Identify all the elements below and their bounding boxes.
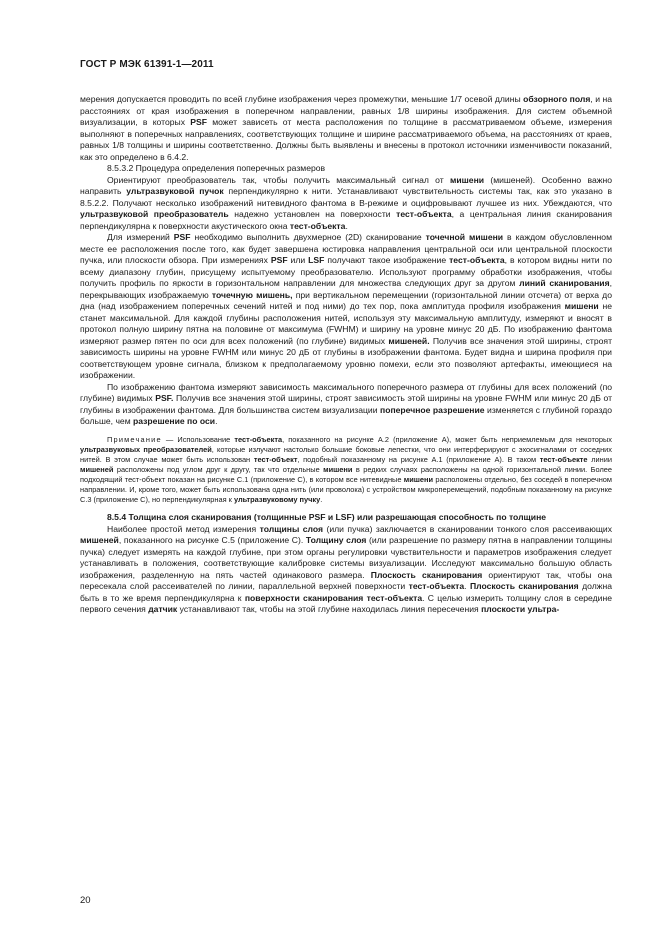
term-bold: точечную мишень, xyxy=(211,289,293,300)
text-run: Ориентируют преобразователь так, чтобы получить максимальный сигнал от xyxy=(107,174,450,185)
term-bold: мишеней xyxy=(80,535,119,546)
text-run: , в котором видны нити по всему диапазону глубин, присущему испытуемому преобразователю. Используют программу обработки изображения, чтобы получить профиль по яркости в горизонтальном направлении для множества следующих друг за другом xyxy=(80,255,612,288)
term-bold: мишени xyxy=(564,301,599,311)
term-bold: поперечное разрешение xyxy=(380,404,485,415)
text-run: в каждом обусловленном месте ее расположения после того, как будет завершена юстировка направления центральной оси или центральной плоскости пучка, или плоскости обзора. При измерениях xyxy=(80,232,612,265)
text-run: . xyxy=(320,495,323,505)
term-bold: Плоскость сканирования xyxy=(370,569,483,580)
text-run: получают такое изображение xyxy=(324,255,450,265)
term-bold: поверхности сканирования тест-объекта xyxy=(244,592,423,603)
text-run: . xyxy=(464,581,470,592)
text-run: По изображению фантома измеряют зависимость максимального поперечного размера от глубины для всех положений (по глубине) видимых xyxy=(80,381,612,403)
text-run: может зависеть от места расположения по толщине в рассматриваемом объеме, измерения выполняют в поперечных направлениях, соответствующих толщине и ширине рассматриваемого объема, на расстояниях от краев, равных 1/8 толщины и ширины соответственно. Должны быть выявлены и внесены в протокол источники изменчивости показаний, как это определено в 6.4.2. xyxy=(80,117,612,162)
paragraph xyxy=(80,94,612,163)
note-label: Примечание xyxy=(107,434,162,444)
term-bold: тест-объекта xyxy=(396,209,452,219)
text-run: (или разрешение по размеру пятна в направлении толщины пучка) следует измерять на каждой глубине, при этом органы регулировки чувствительности и параметров изображения следует устанавливать в положения, соответствующие калибровке системы визуализации. Исследуют максимально большую область изображения, разделенную на пять частей одинакового размера. xyxy=(80,535,612,580)
text-run: устанавливают так, чтобы на этой глубине находилась линия пересечения xyxy=(177,604,482,615)
paragraph xyxy=(80,232,612,382)
term-bold: тест-объект xyxy=(253,454,298,464)
term-bold: мишени xyxy=(449,174,485,185)
text-run: (или пучка) заключается в сканировании тонкого слоя рассеивающих xyxy=(323,523,612,534)
text-run: . xyxy=(345,220,348,231)
text-run: . xyxy=(215,416,218,426)
text-run: или xyxy=(287,255,309,265)
paragraph xyxy=(80,382,612,428)
term-bold: мишеней xyxy=(80,464,114,474)
text-run: , показанного на рисунке А.2 (приложение А), может быть неприемлемым для некоторых xyxy=(282,434,612,444)
term-bold: толщины слоя xyxy=(259,523,324,534)
term-bold: Толщину слоя xyxy=(305,535,367,546)
note-paragraph xyxy=(80,435,612,506)
text-run: , перекрывающих изображаемую xyxy=(80,278,612,300)
term-bold: обзорного поля xyxy=(523,94,591,104)
page-number: 20 xyxy=(80,895,91,906)
text-run: надежно установлен на поверхности xyxy=(228,209,397,219)
text-run: 8.5.3.2 Процедура определения поперечных размеров xyxy=(107,163,326,173)
text-run: линии xyxy=(587,454,612,464)
text-run: должна быть в то же время перпендикулярна к xyxy=(80,581,612,603)
text-run: мерения допускается проводить по всей глубине изображения через промежутки, меньшие 1/7 осевой длины xyxy=(80,94,524,104)
term-bold: PSF xyxy=(173,232,191,242)
text-run: Для измерений xyxy=(107,232,174,242)
text-run: , и на расстояниях от края изображения в поперечном направлении, равных 1/8 ширины изображения. Для систем объемной визуализации, в которых xyxy=(80,94,612,127)
paragraph xyxy=(80,163,612,175)
text-run: ориентируют так, чтобы она пересекала слой рассеивателей по линии, параллельной верхней поверхности xyxy=(80,569,612,592)
text-run: . С целью измерить толщину слоя в середине первого сечения xyxy=(80,592,612,615)
term-bold: ультразвуковой преобразователь xyxy=(80,209,229,219)
document-header: ГОСТ Р МЭК 61391-1—2011 xyxy=(80,59,214,70)
term-bold: плоскости ультра- xyxy=(481,604,560,615)
paragraph xyxy=(80,524,612,616)
text-run: не станет максимальной. Для каждой глубины расположения нитей, используя эту максимальную амплитуду, измеряют и вносят в протокол полную ширину пятна на половине от максимума (FWHM) и ширину на уровне минус 20 дБ. По изображению фантома измеряют размер пятен по оси для всех положений (по глубине) видимых xyxy=(80,301,612,346)
text-run: — Использование xyxy=(161,434,235,444)
term-bold: PSF. xyxy=(155,393,174,403)
text-run: (мишеней). Особенно важно направить xyxy=(80,174,612,196)
term-bold: разрешение по оси xyxy=(133,416,216,426)
text-run: необходимо выполнить двухмерное (2D) сканирование xyxy=(190,232,426,242)
text-run: изменяется с глубиной гораздо больше, чем xyxy=(80,404,613,426)
term-bold: 8.5.4 Толщина слоя сканирования (толщинные PSF и LSF) или разрешающая способность по толщине xyxy=(107,512,547,523)
text-run: при вертикальном перемещении (горизонтальной линии отсчета) от верха до дна (над изображением поперечных сечений нитей и под ними) до тех пор, пока амплитуда профиля изображения xyxy=(80,289,612,311)
text-run: Получив все значения этой ширины, строят зависимость этой ширины на уровне FWHM или минус 20 дБ от глубины в изображении фантома. Для большинства систем визуализации xyxy=(80,393,612,415)
term-bold: мишени xyxy=(323,464,353,474)
text-run: Получив все значения этой ширины, строят зависимость ширины на уровне FWHM или минус 20 дБ от глубины в изображении фантома. Будет видна и ширина профиля при соответствующем уровне сигнала, близком к предполагаемому уровню помехи, если это позволяют артефакты, имеющиеся на изображении. xyxy=(80,335,613,380)
term-bold: тест-объекта xyxy=(449,255,505,265)
text-run: , а центральная линия сканирования перпендикулярна к поверхности акустического окна xyxy=(80,209,613,231)
term-bold: ультразвуковому пучку xyxy=(233,495,321,505)
term-bold: тест-объекта xyxy=(408,581,465,592)
term-bold: мишени xyxy=(403,474,434,484)
text-run: Наиболее простой метод измерения xyxy=(107,523,260,534)
text-run: расположены под углом друг к другу, так что отдельные xyxy=(113,464,324,474)
paragraph xyxy=(80,175,612,233)
term-bold: мишеней. xyxy=(388,335,430,346)
term-bold: ультразвуковых преобразователей xyxy=(80,444,212,454)
term-bold: тест-объекта xyxy=(234,434,283,444)
term-bold: датчик xyxy=(148,604,178,615)
text-run: расположены отдельно, без соседей в поперечном направлении. И, кроме того, может быть использована одна нить (или проволока) с устройством микроперемещений, подобным показанному на рисунке С.3 (приложение С), но перпендикулярная к xyxy=(80,474,612,505)
term-bold: PSF xyxy=(190,117,207,127)
term-bold: LSF xyxy=(308,255,325,265)
text-run: в редких случаях расположены на одной горизонтальной линии. Более подходящий тест-объект показан на рисунке С.1 (приложение С), в котором все нитевидные xyxy=(80,464,612,484)
term-bold: Плоскость сканирования xyxy=(469,581,579,592)
term-bold: ультразвуковой пучок xyxy=(126,186,224,196)
text-run: , подобный показанному на рисунке А.1 (приложение А). В таком xyxy=(297,454,540,464)
term-bold: точечной мишени xyxy=(425,232,504,242)
term-bold: линий сканирования xyxy=(519,278,610,288)
term-bold: тест-объекте xyxy=(539,454,588,464)
text-run: , которые излучают настолько большие боковые лепестки, что они интерферируют с эхосигналами от соседних нитей. В этом случае может быть использован xyxy=(80,444,613,464)
term-bold: PSF xyxy=(270,255,288,265)
term-bold: тест-объекта xyxy=(289,220,346,231)
section-heading xyxy=(80,512,612,524)
document-body xyxy=(80,94,612,616)
text-run: , показанного на рисунке С.5 (приложение С). xyxy=(118,535,306,546)
text-run: перпендикулярно к нити. Устанавливают чувствительность системы так, как это указано в 8.5.2.2. Получают несколько изображений нитевидного фантома в В-режиме и оцифровывают лучшее из них. Убеждаются, что xyxy=(80,186,613,208)
